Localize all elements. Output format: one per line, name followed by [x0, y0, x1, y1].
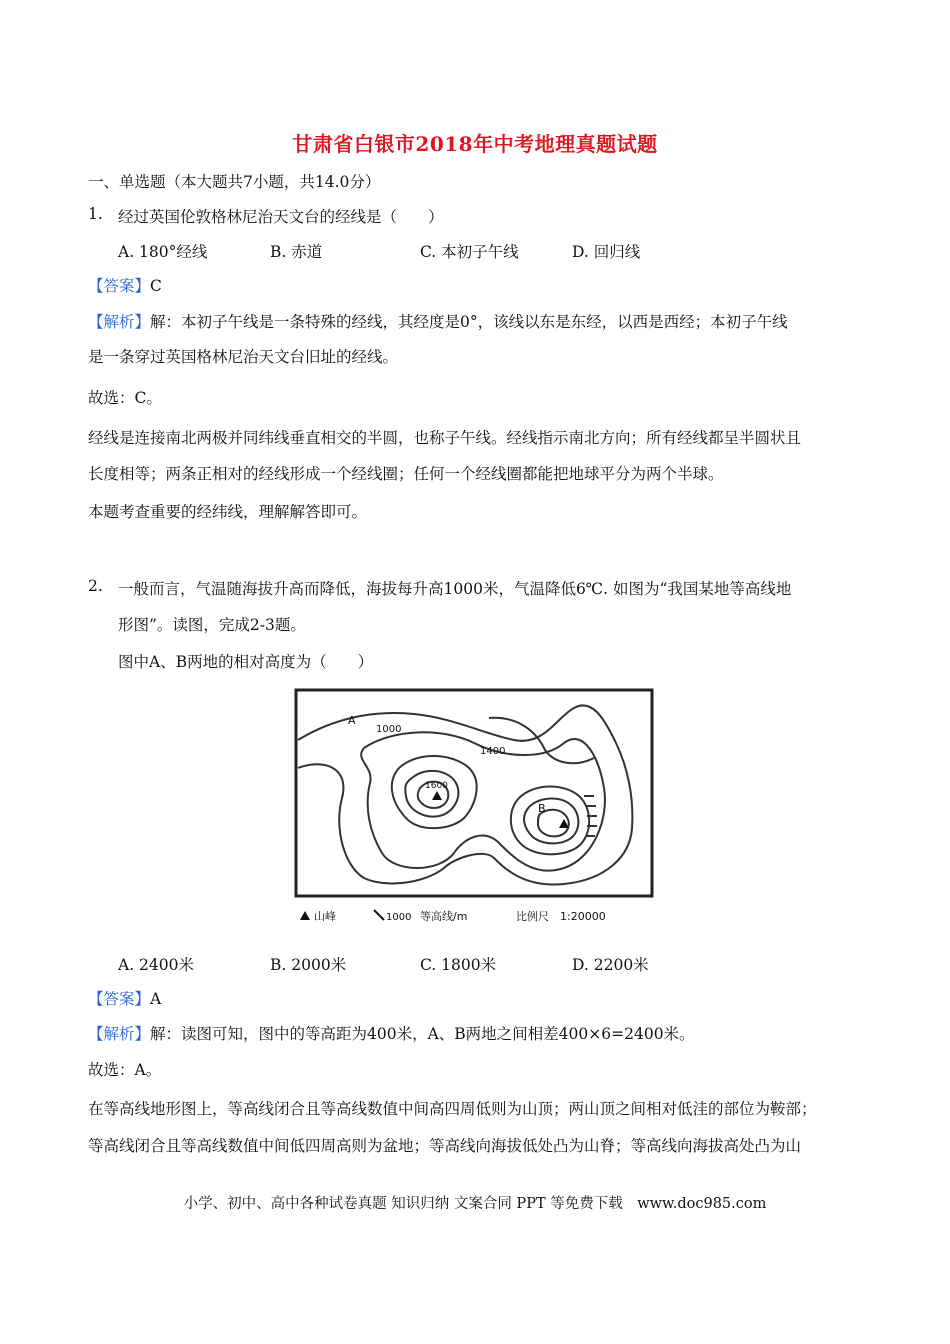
legend-contour-value: 1000 [386, 912, 412, 923]
question-2-sub-question: 图中A、B两地的相对高度为（ ） [118, 653, 374, 671]
question-2-stem-line-1: 一般而言，气温随海拔升高而降低，海拔每升高1000米，气温降低6℃. 如图为“我国某地等高线地 [118, 580, 792, 598]
map-label-a: A [348, 714, 356, 727]
page-footer: 小学、初中、高中各种试卷真题 知识归纳 文案合同 PPT 等免费下载 www.doc985.com [183, 1196, 767, 1212]
question-2-number: 2. [88, 577, 103, 595]
legend-contour-label: 等高线/m [420, 910, 468, 923]
question-1-number: 1. [88, 205, 103, 223]
q2-option-d: D. 2200米 [572, 956, 649, 974]
q1-extra-line-3: 本题考查重要的经纬线，理解解答即可。 [88, 503, 368, 521]
legend-contour-icon [374, 910, 384, 920]
map-label-1400: 1400 [480, 746, 506, 757]
analysis-tag: 【解析】 [88, 1025, 151, 1043]
q1-option-a: A. 180°经线 [118, 243, 208, 261]
question-2-stem-line-2: 形图”。读图，完成2-3题。 [118, 616, 306, 634]
q2-option-c: C. 1800米 [420, 956, 497, 974]
q1-option-d: D. 回归线 [572, 243, 641, 261]
q1-option-c: C. 本初子午线 [420, 243, 519, 261]
contour-map-figure [294, 688, 656, 930]
answer-tag: 【答案】 [88, 277, 151, 295]
q1-analysis-line-2: 是一条穿过英国格林尼治天文台旧址的经线。 [88, 348, 399, 366]
q2-answer-row [88, 987, 161, 1009]
page-title: 甘肃省白银市2018年中考地理真题试题 [292, 132, 658, 156]
q1-analysis-row [88, 310, 788, 332]
q2-extra-line-1: 在等高线地形图上，等高线闭合且等高线数值中间高四周低则为山顶；两山顶之间相对低洼的部位为鞍部； [88, 1100, 817, 1118]
legend-peak-icon [300, 911, 310, 920]
map-label-b: B [538, 802, 546, 815]
q2-option-a: A. 2400米 [118, 956, 194, 974]
section-heading: 一、单选题（本大题共7小题，共14.0分） [88, 173, 381, 191]
q2-option-b: B. 2000米 [270, 956, 347, 974]
legend-peak-label: 山峰 [314, 910, 336, 923]
legend-scale-label: 比例尺 1:20000 [516, 910, 606, 923]
q1-extra-line-2: 长度相等；两条正相对的经线形成一个经线圈；任何一个经线圈都能把地球平分为两个半球。 [88, 465, 724, 483]
q1-choice: 故选：C。 [88, 389, 162, 407]
q1-extra-line-1: 经线是连接南北两极并同纬线垂直相交的半圆，也称子午线。经线指示南北方向；所有经线都呈半圆状且 [88, 429, 802, 447]
answer-value: A [150, 990, 162, 1008]
map-label-1000: 1000 [376, 724, 402, 735]
map-label-peak-height: 1600 [425, 781, 448, 791]
answer-tag: 【答案】 [88, 990, 151, 1008]
q2-extra-line-2: 等高线闭合且等高线数值中间低四周高则为盆地；等高线向海拔低处凸为山脊；等高线向海拔高处凸为山 [88, 1137, 802, 1155]
analysis-text: 解：本初子午线是一条特殊的经线，其经度是0°，该线以东是东经，以西是西经；本初子午线 [150, 313, 788, 331]
question-1-stem: 经过英国伦敦格林尼治天文台的经线是（ ） [118, 208, 444, 226]
analysis-text: 解：读图可知，图中的等高距为400米，A、B两地之间相差400×6=2400米。 [150, 1025, 695, 1043]
q2-choice: 故选：A。 [88, 1061, 162, 1079]
analysis-tag: 【解析】 [88, 313, 151, 331]
q1-answer-row [88, 274, 162, 296]
q2-analysis-row [88, 1022, 695, 1044]
q1-option-b: B. 赤道 [270, 243, 323, 261]
answer-value: C [150, 277, 162, 295]
